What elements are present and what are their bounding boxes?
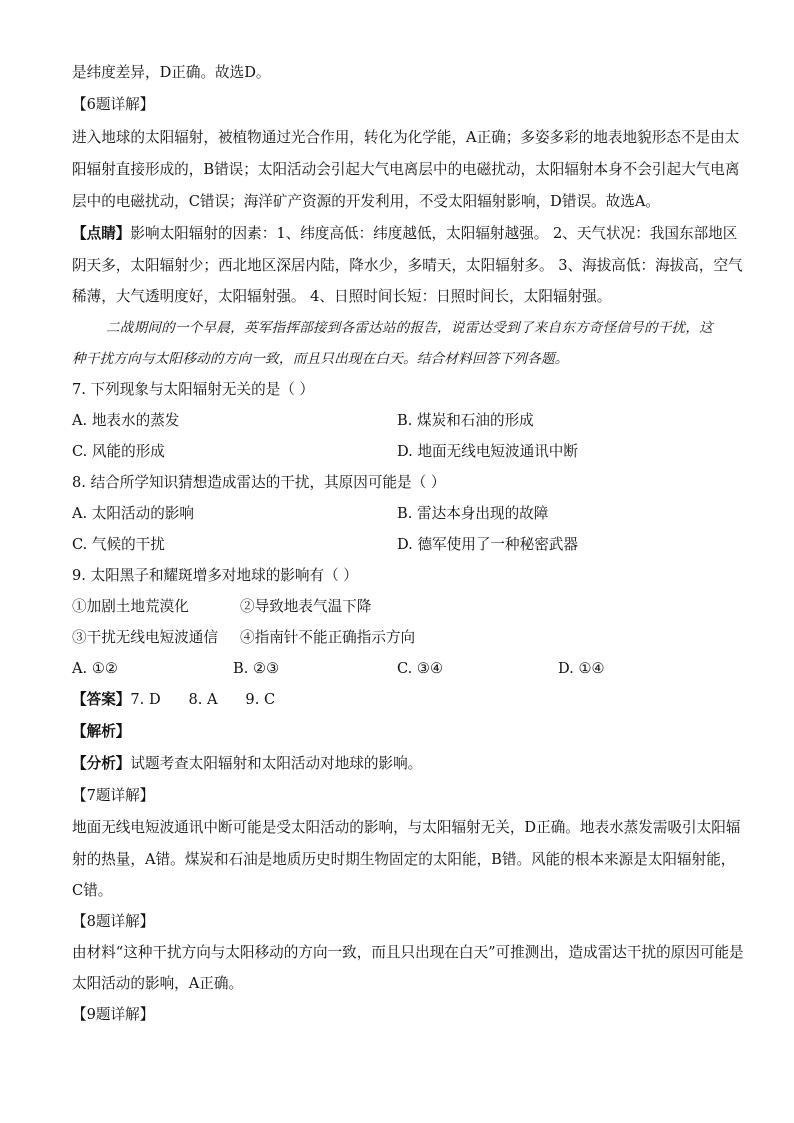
section-heading-q8: 【8题详解】 xyxy=(72,913,155,930)
text-line: C错。 xyxy=(72,882,113,899)
statement-2: ②导致地表气温下降 xyxy=(240,598,372,615)
option-7a: A. 地表水的蒸发 xyxy=(72,412,180,429)
analysis-line xyxy=(72,755,422,773)
statement-3: ③干扰无线电短波通信 xyxy=(72,629,218,646)
question-9: 9. 太阳黑子和耀斑增多对地球的影响有（ ） xyxy=(72,567,358,584)
option-8b: B. 雷达本身出现的故障 xyxy=(397,505,549,522)
option-9c: C. ③④ xyxy=(397,660,444,677)
answer-line xyxy=(72,691,275,709)
material-text: 种干扰方向与太阳移动的方向一致，而且只出现在白天。结合材料回答下列各题。 xyxy=(72,351,569,367)
option-9a: A. ①② xyxy=(72,660,118,677)
statement-1: ①加剧土地荒漠化 xyxy=(72,598,189,615)
text-line: 太阳活动的影响，A正确。 xyxy=(72,975,244,992)
analysis-label: 【分析】 xyxy=(72,755,131,772)
text-line: 进入地球的太阳辐射，被植物通过光合作用，转化为化学能，A正确；多姿多彩的地表地貌形态不是由太 xyxy=(72,129,740,146)
tip-text: 影响太阳辐射的因素：1、纬度高低：纬度越低，太阳辐射越强。 2、天气状况：我国东部地区 xyxy=(130,225,738,242)
option-9d: D. ①④ xyxy=(558,660,605,677)
text-line: 层中的电磁扰动，C错误；海洋矿产资源的开发利用，不受太阳辐射影响，D错误。故选A。 xyxy=(72,193,660,210)
answer-label: 【答案】 xyxy=(72,691,131,708)
analysis-heading: 【解析】 xyxy=(72,723,131,740)
statement-4: ④指南针不能正确指示方向 xyxy=(240,629,416,646)
option-7d: D. 地面无线电短波通讯中断 xyxy=(397,443,578,460)
option-7c: C. 风能的形成 xyxy=(72,443,165,460)
question-7: 7. 下列现象与太阳辐射无关的是（ ） xyxy=(72,381,315,398)
option-9b: B. ②③ xyxy=(233,660,280,677)
question-8: 8. 结合所学知识猜想造成雷达的干扰，其原因可能是（ ） xyxy=(72,474,446,491)
text-line: 由材料“这种干扰方向与太阳移动的方向一致，而且只出现在白天”可推测出，造成雷达干扰的原因可能是 xyxy=(72,944,744,961)
text-line: 地面无线电短波通讯中断可能是受太阳活动的影响，与太阳辐射无关，D正确。地表水蒸发需吸引太阳辐 xyxy=(72,819,741,836)
option-8c: C. 气候的干扰 xyxy=(72,536,165,553)
section-heading-q6: 【6题详解】 xyxy=(72,96,155,113)
option-8d: D. 德军使用了一种秘密武器 xyxy=(397,536,578,553)
section-heading-q9: 【9题详解】 xyxy=(72,1006,155,1023)
tip-line xyxy=(72,225,737,243)
option-7b: B. 煤炭和石油的形成 xyxy=(397,412,534,429)
material-text: 二战期间的一个早晨，英军指挥部接到各雷达站的报告，说雷达受到了来自东方奇怪信号的干扰，这 xyxy=(106,320,713,336)
option-8a: A. 太阳活动的影响 xyxy=(72,505,194,522)
analysis-text: 试题考查太阳辐射和太阳活动对地球的影响。 xyxy=(130,755,423,772)
tip-label: 【点睛】 xyxy=(72,225,131,242)
answer-text: 7. D 8. A 9. C xyxy=(130,691,276,708)
text-line: 射的热量，A错。煤炭和石油是地质历史时期生物固定的太阳能，B错。风能的根本来源是太阳辐射能， xyxy=(72,851,736,868)
section-heading-q7: 【7题详解】 xyxy=(72,787,155,804)
text-line: 是纬度差异，D正确。故选D。 xyxy=(72,64,271,81)
text-line: 阳辐射直接形成的，B错误；太阳活动会引起大气电离层中的电磁扰动，太阳辐射本身不会引起大气电离 xyxy=(72,161,740,178)
text-line: 稀薄，大气透明度好，太阳辐射强。 4、日照时间长短：日照时间长，太阳辐射强。 xyxy=(72,288,612,305)
text-line: 阴天多，太阳辐射少；西北地区深居内陆，降水少，多晴天，太阳辐射多。 3、海拔高低：海拔高，空气 xyxy=(72,257,743,274)
